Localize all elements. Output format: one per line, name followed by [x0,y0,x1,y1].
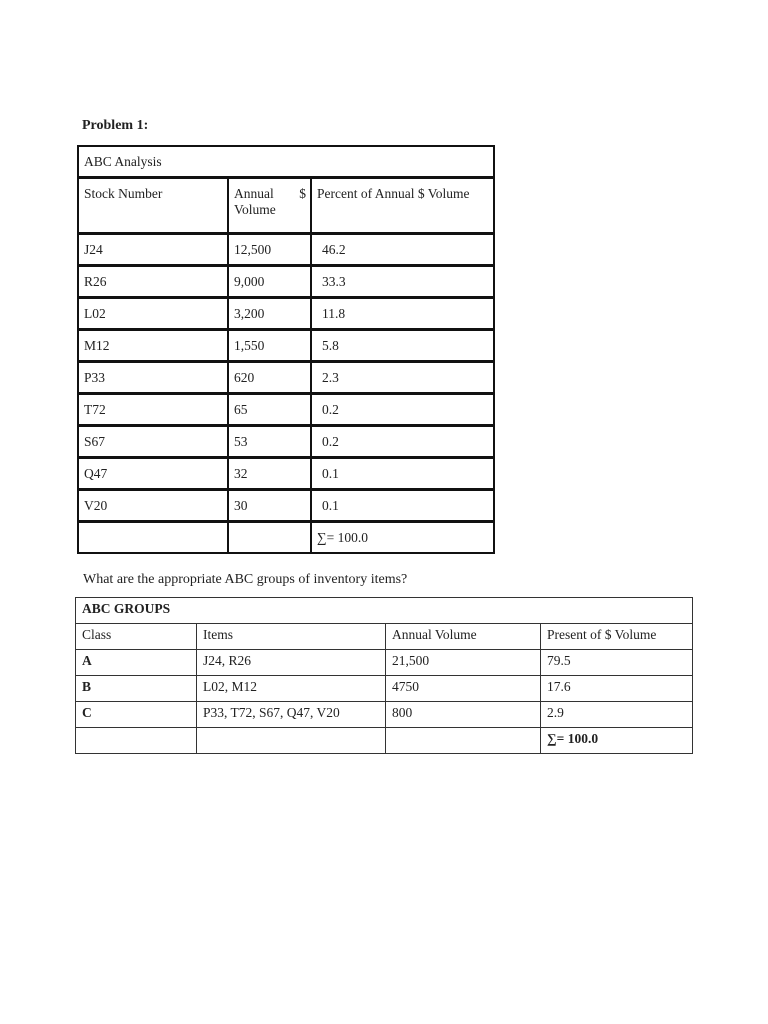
table-row [78,298,494,330]
table-title-row [78,146,494,178]
cell-percent: 2.3 [311,362,494,394]
cell-annual-volume: 620 [228,362,311,394]
cell-items: L02, M12 [197,676,386,702]
cell-class: C [76,702,197,728]
abc-analysis-table [77,145,495,554]
table-row [78,362,494,394]
cell-annual-volume: 53 [228,426,311,458]
cell-annual-volume: 9,000 [228,266,311,298]
table-row [76,676,693,702]
cell-percent: 5.8 [311,330,494,362]
groups-header-row [76,624,693,650]
table-row [78,490,494,522]
table-row [76,650,693,676]
table-row [78,234,494,266]
cell-items: P33, T72, S67, Q47, V20 [197,702,386,728]
cell-percent-volume: 17.6 [541,676,693,702]
header-stock-number: Stock Number [78,178,228,234]
cell-percent: 0.1 [311,490,494,522]
table-header-row [78,178,494,234]
table-row [78,266,494,298]
cell-percent: 46.2 [311,234,494,266]
cell-percent: 11.8 [311,298,494,330]
table-total-row [78,522,494,554]
groups-total-row [76,728,693,754]
header-annual-label: Annual [234,186,274,201]
table-row [78,394,494,426]
total-empty-cell [76,728,197,754]
header-class: Class [76,624,197,650]
table-row [78,330,494,362]
table-title: ABC Analysis [78,146,494,178]
cell-stock-number: V20 [78,490,228,522]
total-empty-cell [197,728,386,754]
header-percent-volume: Present of $ Volume [541,624,693,650]
cell-stock-number: S67 [78,426,228,458]
cell-class: B [76,676,197,702]
abc-groups-table [75,597,693,754]
total-empty-cell [386,728,541,754]
groups-title: ABC GROUPS [76,598,693,624]
cell-stock-number: M12 [78,330,228,362]
cell-stock-number: P33 [78,362,228,394]
cell-annual-volume: 12,500 [228,234,311,266]
table-row [78,426,494,458]
header-dollar-symbol: $ [299,186,306,201]
cell-percent: 0.2 [311,426,494,458]
cell-annual-volume: 30 [228,490,311,522]
cell-annual-volume: 3,200 [228,298,311,330]
cell-annual-volume: 65 [228,394,311,426]
question-text: What are the appropriate ABC groups of inventory items? [83,572,408,587]
table-row [76,702,693,728]
header-volume-label: Volume [234,202,276,217]
header-annual-volume: Annual Volume [386,624,541,650]
cell-annual-volume: 800 [386,702,541,728]
cell-percent: 0.1 [311,458,494,490]
cell-items: J24, R26 [197,650,386,676]
cell-stock-number: L02 [78,298,228,330]
header-percent: Percent of Annual $ Volume [311,178,494,234]
cell-annual-volume: 32 [228,458,311,490]
problem-title: Problem 1: [82,118,149,133]
groups-total-sum: ∑= 100.0 [541,728,693,754]
cell-stock-number: Q47 [78,458,228,490]
cell-annual-volume: 4750 [386,676,541,702]
cell-percent: 0.2 [311,394,494,426]
total-empty-cell [78,522,228,554]
cell-stock-number: T72 [78,394,228,426]
total-empty-cell [228,522,311,554]
total-sum: ∑= 100.0 [311,522,494,554]
table-row [78,458,494,490]
cell-class: A [76,650,197,676]
cell-percent-volume: 2.9 [541,702,693,728]
cell-percent: 33.3 [311,266,494,298]
header-annual-volume [228,178,311,234]
cell-stock-number: J24 [78,234,228,266]
cell-annual-volume: 1,550 [228,330,311,362]
header-items: Items [197,624,386,650]
cell-annual-volume: 21,500 [386,650,541,676]
cell-percent-volume: 79.5 [541,650,693,676]
groups-title-row [76,598,693,624]
cell-stock-number: R26 [78,266,228,298]
